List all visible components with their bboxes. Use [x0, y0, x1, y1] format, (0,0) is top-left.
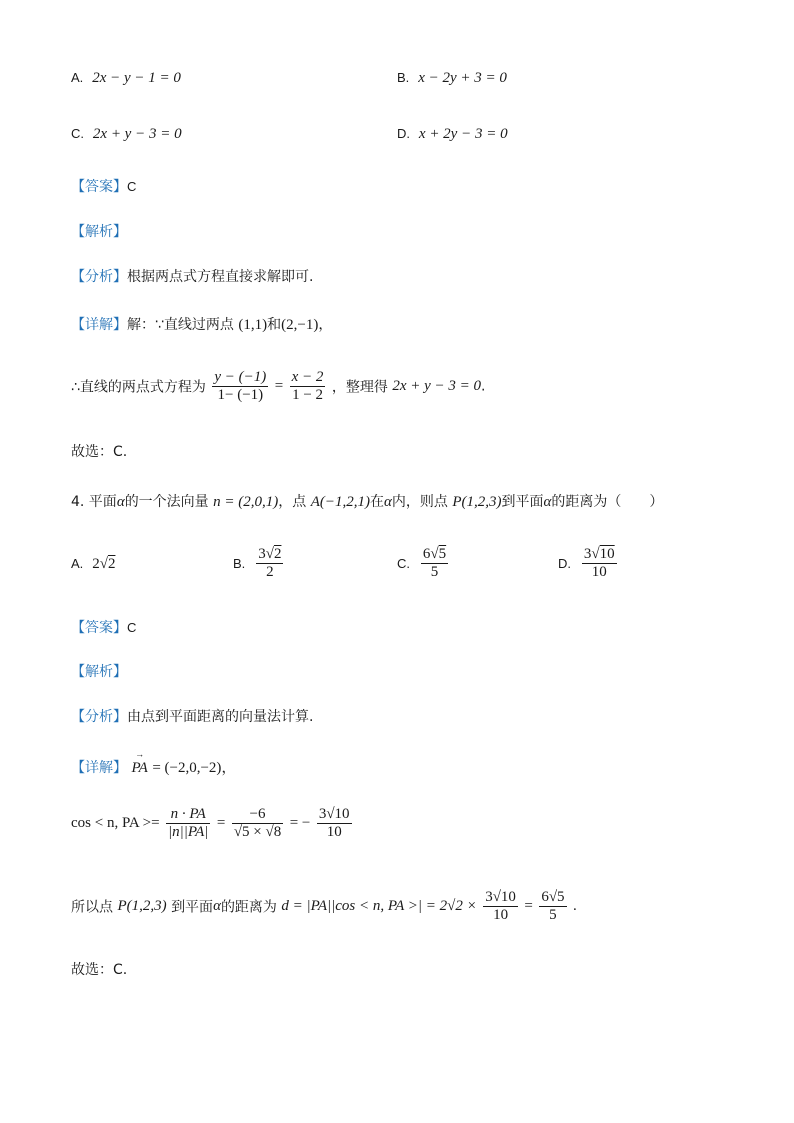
- q4-option-d: D. $\frac{3√10}{10}$: [558, 546, 615, 580]
- q4-conclusion: 故选：C.: [71, 962, 128, 978]
- q4-analysis-tag: 【解析】: [71, 664, 127, 680]
- q4-option-a: A. 2√2: [71, 556, 116, 572]
- q3-option-c: C. 2x + y − 3 = 0: [71, 126, 182, 142]
- q4-distance: 所以点 P(1,2,3) 到平面α的距离为 d = |PA||cos < n, PA >| = 2√2 × $\frac{3√10}{10}$ = $\frac{6√5}{5}$ .: [71, 889, 577, 923]
- q3-answer: 【答案】C: [71, 179, 137, 195]
- q3-conclusion: 故选：C.: [71, 444, 128, 460]
- q3-option-d: D. x + 2y − 3 = 0: [397, 126, 508, 142]
- q4-stem: 4. 平面α的一个法向量 n = (2,0,1)，点 A(−1,2,1)在α内，则点 P(1,2,3)到平面α的距离为（ ）: [71, 494, 664, 510]
- q3-fenxi: 【分析】根据两点式方程直接求解即可.: [71, 269, 314, 285]
- q3-analysis-tag: 【解析】: [71, 224, 127, 240]
- fraction-x: $\frac{x - 2}{1 - 2}$: [291, 369, 324, 403]
- q3-option-b: B. x − 2y + 3 = 0: [397, 70, 507, 86]
- q4-answer: 【答案】C: [71, 620, 137, 636]
- q4-detail: 【详解】 → PA = (−2,0,−2)，: [71, 756, 236, 777]
- q3-two-point-formula: ∴直线的两点式方程为 $\frac{y - (-1)}{1- (-1)}$ = $\frac{x - 2}{1 - 2}$ ，整理得 2x + y − 3 = 0.: [71, 369, 486, 403]
- q4-option-c: C. $\frac{6√5}{5}$: [397, 546, 447, 580]
- q3-detail: 【详解】解：∵直线过两点 (1,1)和(2,−1)，: [71, 317, 333, 333]
- q4-fenxi: 【分析】由点到平面距离的向量法计算.: [71, 709, 314, 725]
- q3-option-a: A. 2x − y − 1 = 0: [71, 70, 181, 86]
- q4-cos-formula: cos < n, PA >= $\frac{n \cdot PA}{|n||PA|}$ = $\frac{-6}{√5 \times √8}$ = − $\frac{3√10}{10}$: [71, 806, 350, 840]
- q4-option-b: B. $\frac{3√2}{2}$: [233, 546, 282, 580]
- fraction-y: $\frac{y - (-1)}{1- (-1)}$: [214, 369, 267, 403]
